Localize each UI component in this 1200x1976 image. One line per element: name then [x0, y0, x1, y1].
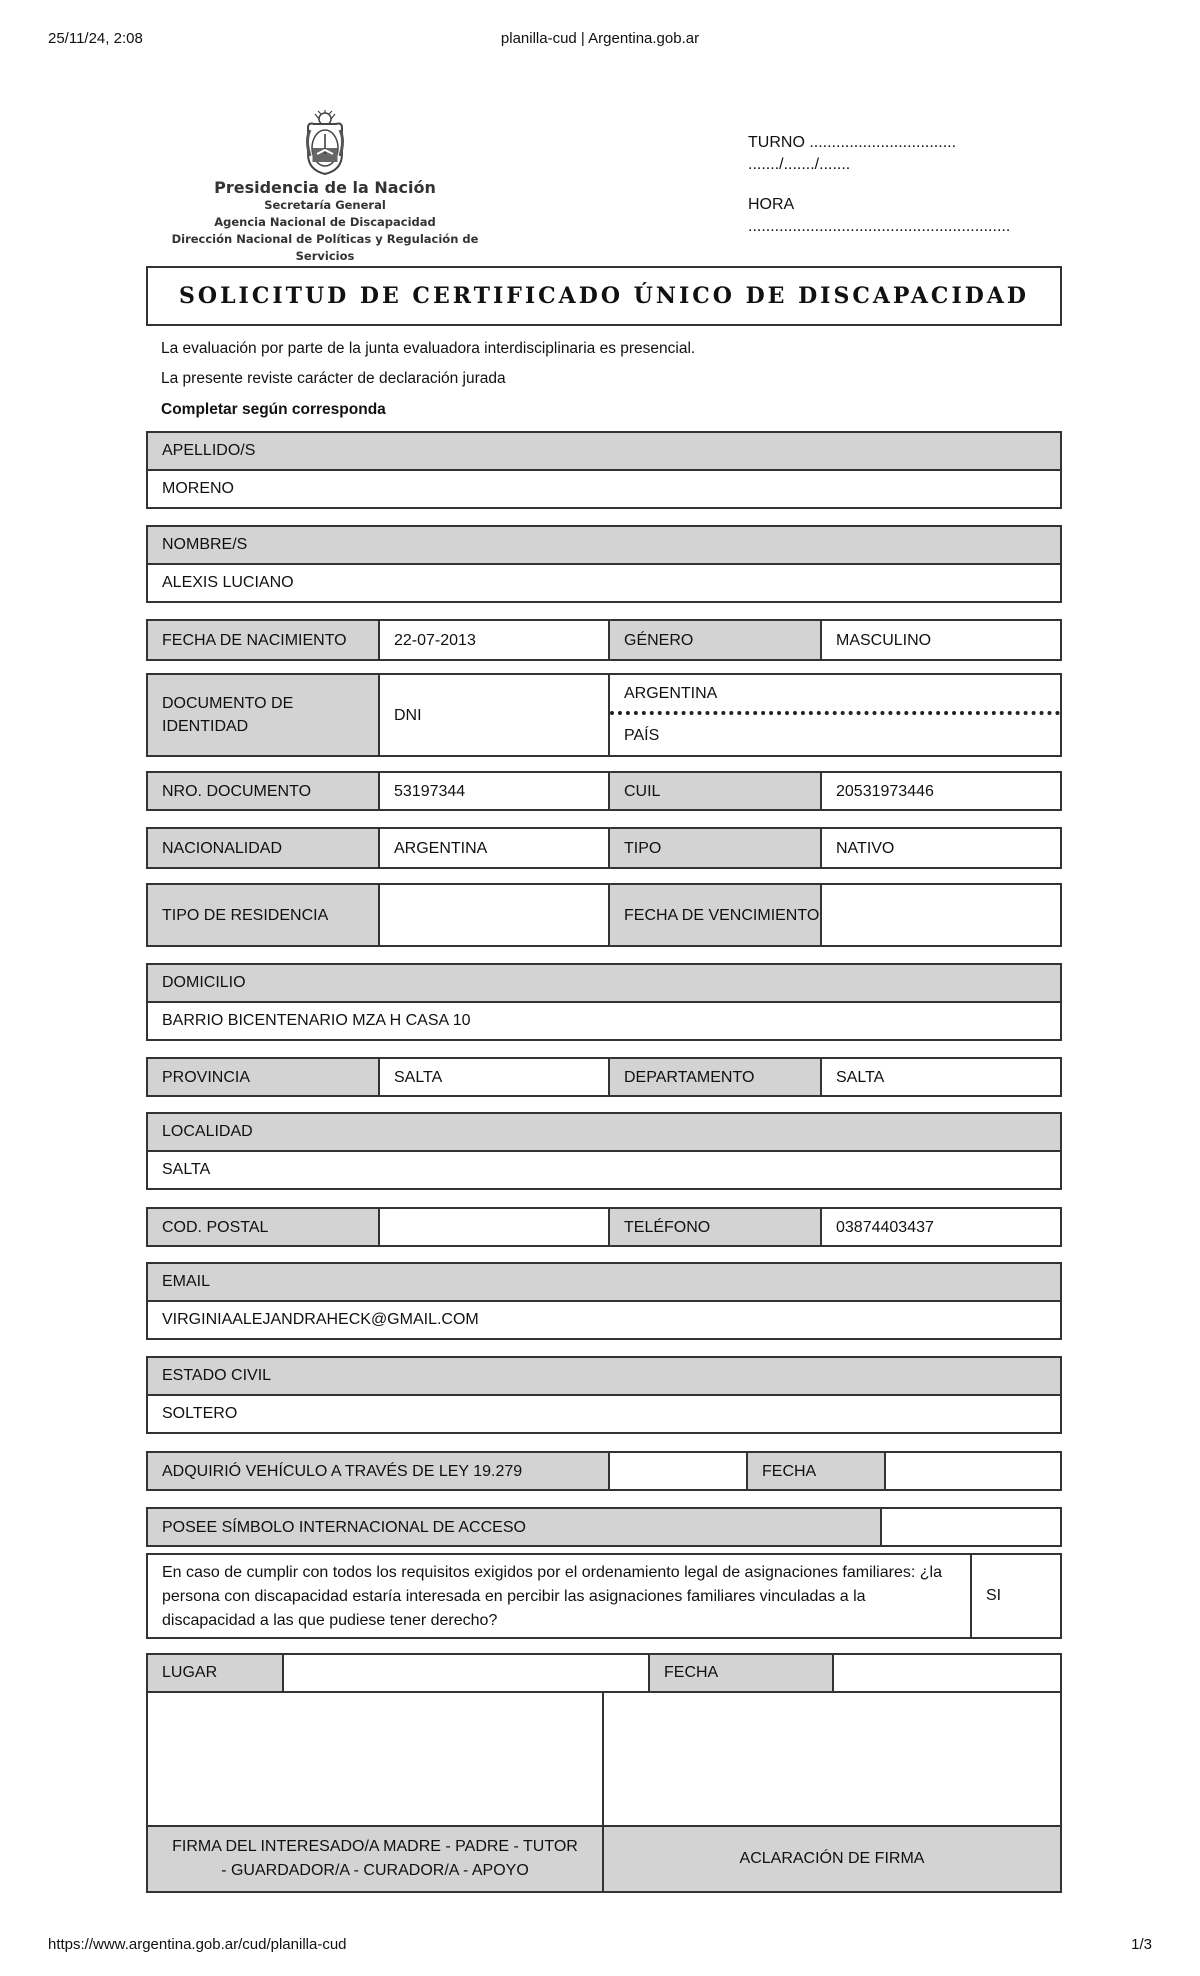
logo-line-presidencia: Presidencia de la Nación	[214, 178, 436, 197]
national-coat-of-arms-icon	[300, 110, 350, 176]
firma-label: FIRMA DEL INTERESADO/A MADRE - PADRE - TUTOR - GUARDADOR/A - CURADOR/A - APOYO	[148, 1827, 604, 1891]
firma-block	[146, 1653, 1062, 1893]
nombre-label: NOMBRE/S	[148, 527, 1060, 565]
provincia-label: PROVINCIA	[148, 1059, 380, 1095]
aclaracion-signature-area[interactable]	[604, 1693, 1060, 1825]
firma-labels-row	[148, 1827, 1060, 1891]
cuil-label: CUIL	[610, 773, 822, 809]
cod-postal-label: COD. POSTAL	[148, 1209, 380, 1245]
fecha-nacimiento-label: FECHA DE NACIMIENTO	[148, 621, 380, 659]
documento-tipo-field[interactable]: DNI	[380, 675, 610, 755]
lugar-field[interactable]	[284, 1655, 650, 1691]
apellido-label: APELLIDO/S	[148, 433, 1060, 471]
postal-telefono-row	[146, 1207, 1062, 1247]
nacionalidad-label: NACIONALIDAD	[148, 829, 380, 867]
vehiculo-label: ADQUIRIÓ VEHÍCULO A TRAVÉS DE LEY 19.279	[148, 1453, 610, 1489]
turno-line: TURNO .................................	[748, 134, 957, 151]
nacionalidad-field[interactable]: ARGENTINA	[380, 829, 610, 867]
print-page-number: 1/3	[1131, 1936, 1152, 1953]
domicilio-block	[146, 963, 1062, 1041]
tipo-label: TIPO	[610, 829, 822, 867]
nombre-block	[146, 525, 1062, 603]
vehiculo-fecha-field[interactable]	[886, 1453, 1060, 1489]
simbolo-field[interactable]	[882, 1509, 1060, 1545]
genero-field[interactable]: MASCULINO	[836, 631, 932, 649]
asignaciones-question: En caso de cumplir con todos los requisitos exigidos por el ordenamiento legal de asignaciones familiares: ¿la persona con discapacidad estaría interesada en percibir las asignaciones familiares vinculadas a la discapacidad a las que pudiese tener derecho?	[148, 1555, 972, 1637]
departamento-label: DEPARTAMENTO	[610, 1059, 822, 1095]
nombre-field[interactable]: ALEXIS LUCIANO	[148, 565, 1060, 601]
simbolo-row	[146, 1507, 1062, 1547]
logo-line-secretaria: Secretaría General	[264, 198, 386, 212]
fecha-nacimiento-field[interactable]: 22-07-2013	[380, 621, 610, 659]
residencia-row	[146, 883, 1062, 947]
tipo-field[interactable]: NATIVO	[836, 839, 895, 857]
email-label: EMAIL	[148, 1264, 1060, 1302]
nro-documento-field[interactable]: 53197344	[380, 773, 610, 809]
logo-line-agencia: Agencia Nacional de Discapacidad	[214, 215, 436, 229]
fecha-vencimiento-field[interactable]	[822, 885, 1060, 945]
estado-civil-label: ESTADO CIVIL	[148, 1358, 1060, 1396]
estado-civil-block	[146, 1356, 1062, 1434]
telefono-label: TELÉFONO	[610, 1209, 822, 1245]
cod-postal-field[interactable]	[380, 1209, 610, 1245]
print-header	[48, 30, 1152, 50]
localidad-field[interactable]: SALTA	[148, 1152, 1060, 1188]
hora-line: ...........................................................	[748, 218, 1011, 235]
localidad-block	[146, 1112, 1062, 1190]
turno-date-line: ......./......./.......	[748, 156, 851, 173]
telefono-field[interactable]: 03874403437	[836, 1218, 934, 1236]
nacionalidad-row	[146, 827, 1062, 869]
firma-signature-area[interactable]	[148, 1693, 604, 1825]
domicilio-label: DOMICILIO	[148, 965, 1060, 1003]
departamento-field[interactable]: SALTA	[836, 1068, 885, 1086]
localidad-label: LOCALIDAD	[148, 1114, 1060, 1152]
documento-label: DOCUMENTO DE IDENTIDAD	[148, 675, 380, 755]
documento-cuil-row	[146, 771, 1062, 811]
lugar-fecha-row	[148, 1655, 1060, 1693]
firma-fecha-field[interactable]	[834, 1655, 1060, 1691]
apellido-block	[146, 431, 1062, 509]
vehiculo-field[interactable]	[610, 1453, 748, 1489]
pais-cell	[610, 675, 1060, 755]
asignaciones-answer[interactable]: SI	[986, 1587, 1002, 1604]
firma-fecha-label: FECHA	[650, 1655, 834, 1691]
simbolo-label: POSEE SÍMBOLO INTERNACIONAL DE ACCESO	[148, 1509, 882, 1545]
estado-civil-field[interactable]: SOLTERO	[148, 1396, 1060, 1432]
note-presencial: La evaluación por parte de la junta evaluadora interdisciplinaria es presencial.	[161, 340, 696, 357]
fecha-vencimiento-label: FECHA DE VENCIMIENTO	[610, 885, 822, 945]
vehiculo-fecha-label: FECHA	[748, 1453, 886, 1489]
hora-label: HORA	[748, 196, 795, 213]
apellido-field[interactable]: MORENO	[148, 471, 1060, 507]
tipo-residencia-field[interactable]	[380, 885, 610, 945]
domicilio-field[interactable]: BARRIO BICENTENARIO MZA H CASA 10	[148, 1003, 1060, 1039]
lugar-label: LUGAR	[148, 1655, 284, 1691]
provincia-field[interactable]: SALTA	[380, 1059, 610, 1095]
pais-field[interactable]: ARGENTINA	[610, 675, 1060, 715]
agency-logo	[150, 110, 500, 263]
note-completar: Completar según corresponda	[161, 401, 386, 418]
documento-row	[146, 673, 1062, 757]
asignaciones-block	[146, 1553, 1062, 1639]
turno-block	[748, 132, 1010, 238]
tipo-residencia-label: TIPO DE RESIDENCIA	[148, 885, 380, 945]
vehiculo-row	[146, 1451, 1062, 1491]
genero-label: GÉNERO	[610, 621, 822, 659]
print-datetime: 25/11/24, 2:08	[48, 30, 143, 47]
print-url: https://www.argentina.gob.ar/cud/planilla-cud	[48, 1936, 347, 1953]
logo-line-direccion: Dirección Nacional de Políticas y Regulación de Servicios	[171, 232, 479, 263]
aclaracion-label: ACLARACIÓN DE FIRMA	[739, 1850, 925, 1867]
print-footer	[48, 1936, 1152, 1956]
print-page-title: planilla-cud | Argentina.gob.ar	[500, 30, 700, 47]
form-title: SOLICITUD DE CERTIFICADO ÚNICO DE DISCAPACIDAD	[146, 266, 1062, 326]
note-declaracion-jurada: La presente reviste carácter de declaración jurada	[161, 370, 506, 387]
firma-space-row	[148, 1693, 1060, 1827]
pais-label: PAÍS	[624, 726, 660, 744]
cuil-field[interactable]: 20531973446	[836, 782, 934, 800]
nro-documento-label: NRO. DOCUMENTO	[148, 773, 380, 809]
fecha-genero-row	[146, 619, 1062, 661]
provincia-row	[146, 1057, 1062, 1097]
email-block	[146, 1262, 1062, 1340]
email-field[interactable]: VIRGINIAALEJANDRAHECK@GMAIL.COM	[148, 1302, 1060, 1338]
